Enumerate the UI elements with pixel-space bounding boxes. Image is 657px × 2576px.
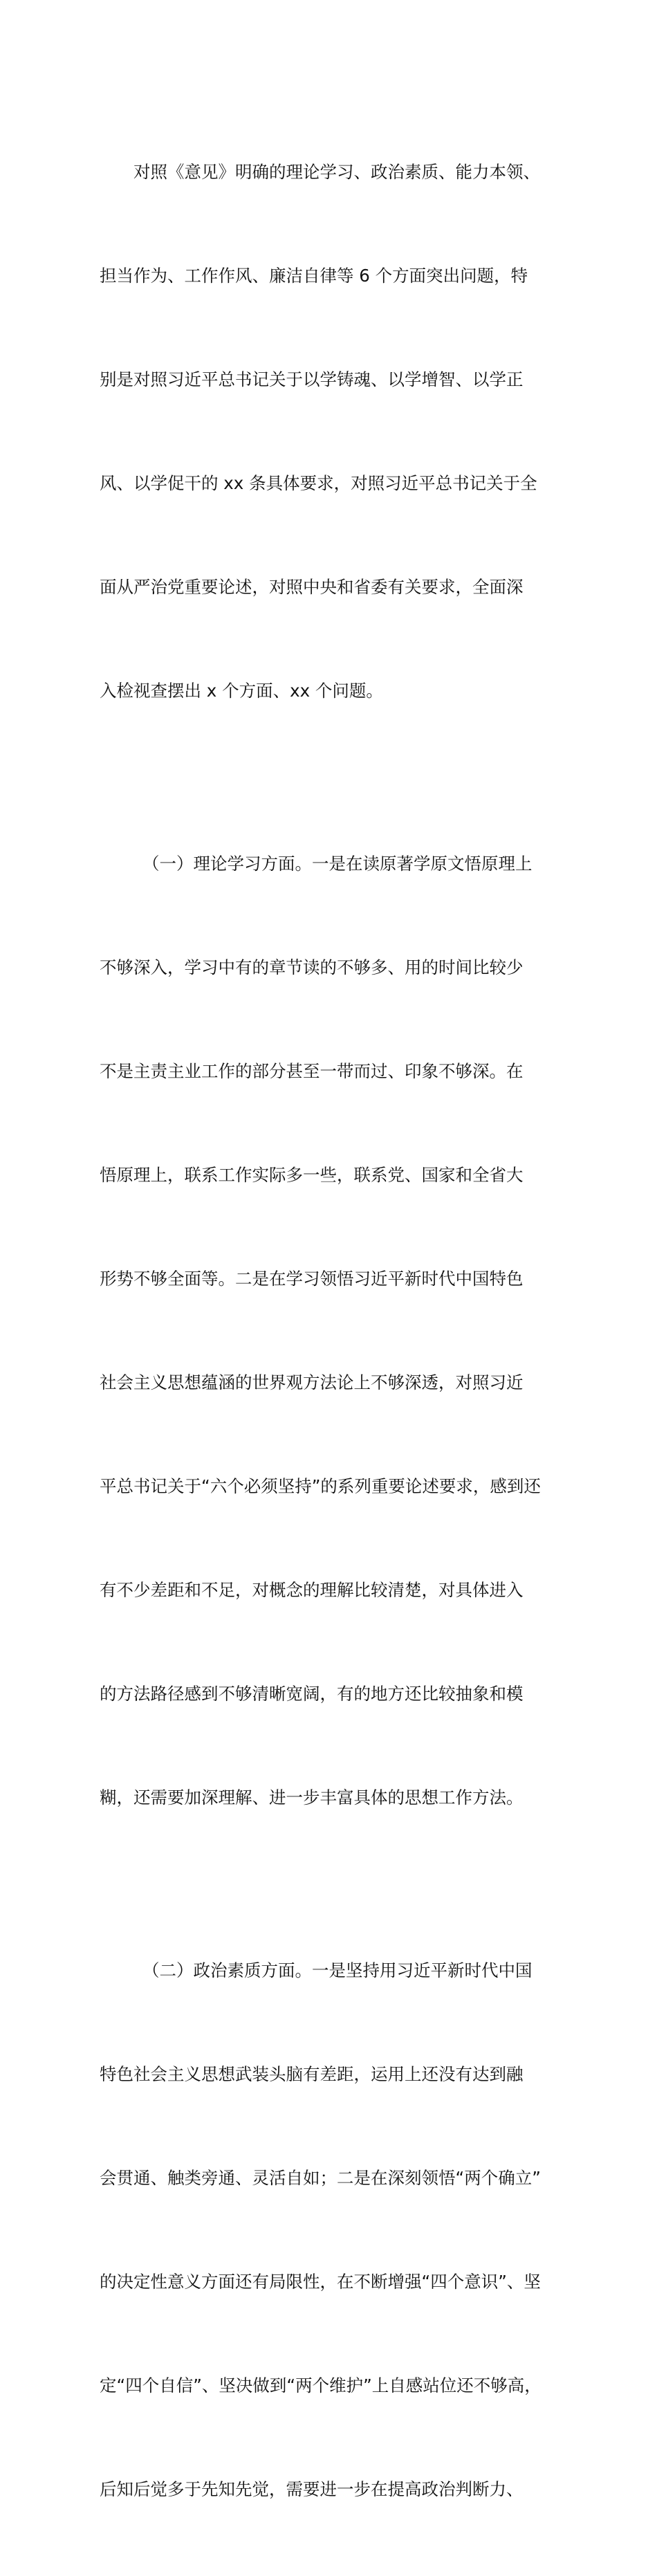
paragraph-intro (100, 86, 559, 778)
section-heading-line: （二）政治素质方面。一是坚持用习近平新时代中国 (142, 1960, 533, 1980)
document-body (100, 86, 559, 2576)
text-line: 的方法路径感到不够清晰宽阔，有的地方还比较抽象和模 (100, 1684, 524, 1704)
text-line: 面从严治党重要论述，对照中央和省委有关要求，全面深 (100, 577, 524, 597)
text-line: 形势不够全面等。二是在学习领悟习近平新时代中国特色 (100, 1269, 524, 1289)
text-line: 后知后觉多于先知先觉，需要进一步在提高政治判断力、 (100, 2479, 524, 2499)
text-line: 入检视查摆出 x 个方面、xx 个问题。 (100, 681, 383, 701)
text-line: 平总书记关于“六个必须坚持”的系列重要论述要求，感到还 (100, 1476, 541, 1496)
text-line: 担当作为、工作作风、廉洁自律等 6 个方面突出问题，特 (100, 266, 528, 286)
section-heading-line: （一）理论学习方面。一是在读原著学原文悟原理上 (142, 854, 533, 874)
text-line: 的决定性意义方面还有局限性，在不断增强“四个意识”、坚 (100, 2272, 541, 2292)
text-line: 别是对照习近平总书记关于以学铸魂、以学增智、以学正 (100, 369, 524, 389)
text-line: 有不少差距和不足，对概念的理解比较清楚，对具体进入 (100, 1580, 524, 1600)
text-line: 定“四个自信”、坚决做到“两个维护”上自感站位还不够高， (100, 2375, 542, 2395)
text-line: 不是主责主业工作的部分甚至一带而过、印象不够深。在 (100, 1061, 524, 1081)
text-line: 对照《意见》明确的理论学习、政治素质、能力本领、 (133, 162, 540, 182)
text-line: 会贯通、触类旁通、灵活自如；二是在深刻领悟“两个确立” (100, 2168, 541, 2188)
text-line: 风、以学促干的 xx 条具体要求，对照习近平总书记关于全 (100, 473, 537, 493)
text-line: 糊，还需要加深理解、进一步丰富具体的思想工作方法。 (100, 1787, 524, 1807)
paragraph-political-quality (100, 1884, 559, 2576)
text-line: 特色社会主义思想武装头脑有差距，运用上还没有达到融 (100, 2064, 524, 2084)
text-line: 社会主义思想蕴涵的世界观方法论上不够深透，对照习近 (100, 1372, 524, 1392)
text-line: 悟原理上，联系工作实际多一些，联系党、国家和全省大 (100, 1165, 524, 1185)
text-line: 不够深入，学习中有的章节读的不够多、用的时间比较少 (100, 957, 524, 977)
paragraph-theory-study (100, 778, 559, 1884)
